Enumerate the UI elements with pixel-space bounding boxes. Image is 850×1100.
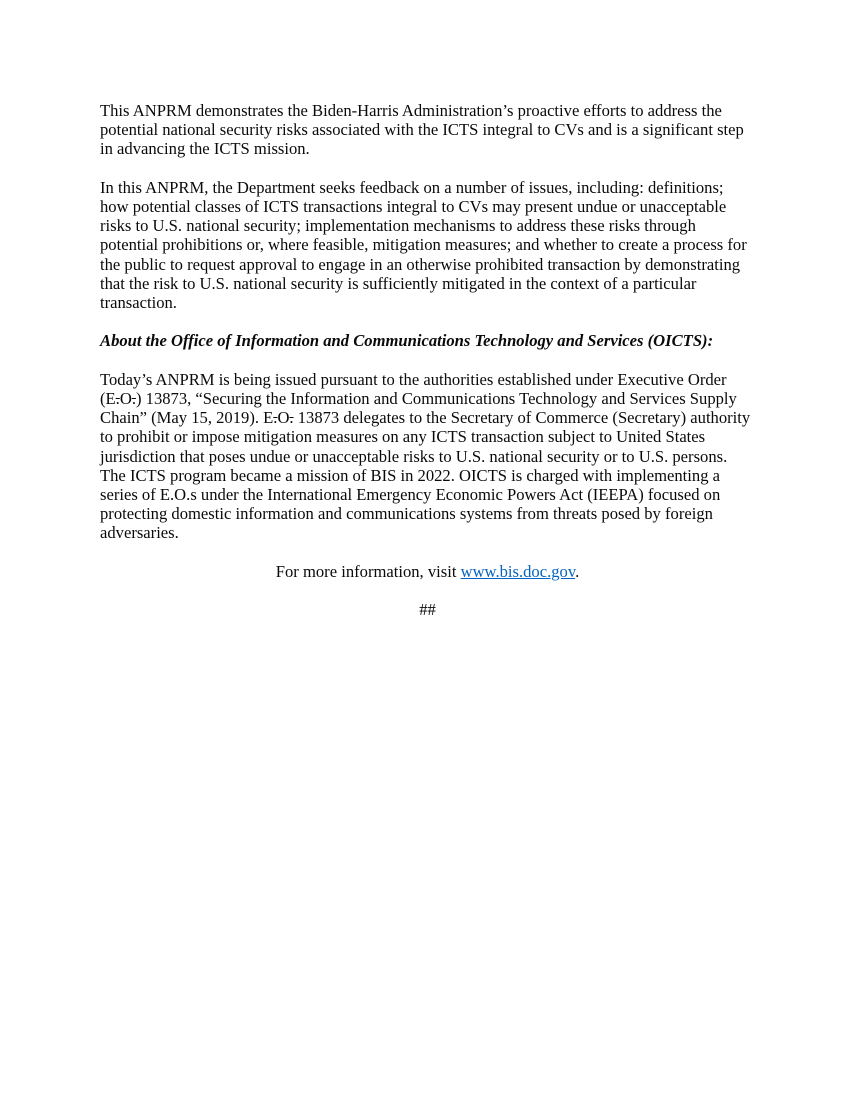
end-of-release-mark: ## xyxy=(419,600,436,620)
text-run: O xyxy=(119,389,132,408)
text-run: ) 13873, “Securing the Information and Communications Technology and Services Supply Chain” (May 15, 2019). E xyxy=(100,389,737,428)
text-run: . xyxy=(575,561,580,581)
struck-period: . xyxy=(115,389,120,408)
text-run: Today’s ANPRM is being issued pursuant to the authorities established under Executive Order (E xyxy=(100,369,727,408)
paragraph-icts-program: The ICTS program became a mission of BIS in 2022. OICTS is charged with implementing a series of E.O.s under the International Emergency Economic Powers Act (IEEPA) focused on protecting domestic information and communications systems from threats posed by foreign adversaries. xyxy=(100,465,721,543)
paragraph-feedback-topics: In this ANPRM, the Department seeks feedback on a number of issues, including: definitions; how potential classes of ICTS transactions integral to CVs may present undue or unacceptable risks to U.S. national security; implementation mechanisms to address these risks through potential prohibitions or, where feasible, mitigation measures; and whether to create a process for the public to request approval to engage in an otherwise prohibited transaction by demonstrating that the risk to U.S. national security is sufficiently mitigated in the context of a particular transaction. xyxy=(100,177,747,313)
section-heading-oicts: About the Office of Information and Communications Technology and Services (OICTS): xyxy=(100,331,714,351)
struck-period: . xyxy=(131,389,136,408)
text-run: O xyxy=(277,408,290,428)
struck-period: . xyxy=(273,408,278,428)
document-body xyxy=(100,101,755,619)
text-run: For more information, visit xyxy=(275,561,461,581)
struck-period: . xyxy=(289,408,294,428)
text-run: 13873 delegates to the Secretary of Commerce (Secretary) authority to prohibit or impose mitigation measures on any ICTS transaction subject to United States jurisdiction that poses undue or unacceptable risks to U.S. national security or to U.S. persons. xyxy=(100,408,751,466)
bis-website-link[interactable]: www.bis.doc.gov xyxy=(460,561,576,581)
paragraph-eo-13873 xyxy=(100,370,755,466)
paragraph-anprm-intro: This ANPRM demonstrates the Biden-Harris Administration’s proactive efforts to address the potential national security risks associated with the ICTS integral to CVs and is a significant step in advancing the ICTS mission. xyxy=(100,101,744,159)
more-info-line xyxy=(100,562,755,581)
